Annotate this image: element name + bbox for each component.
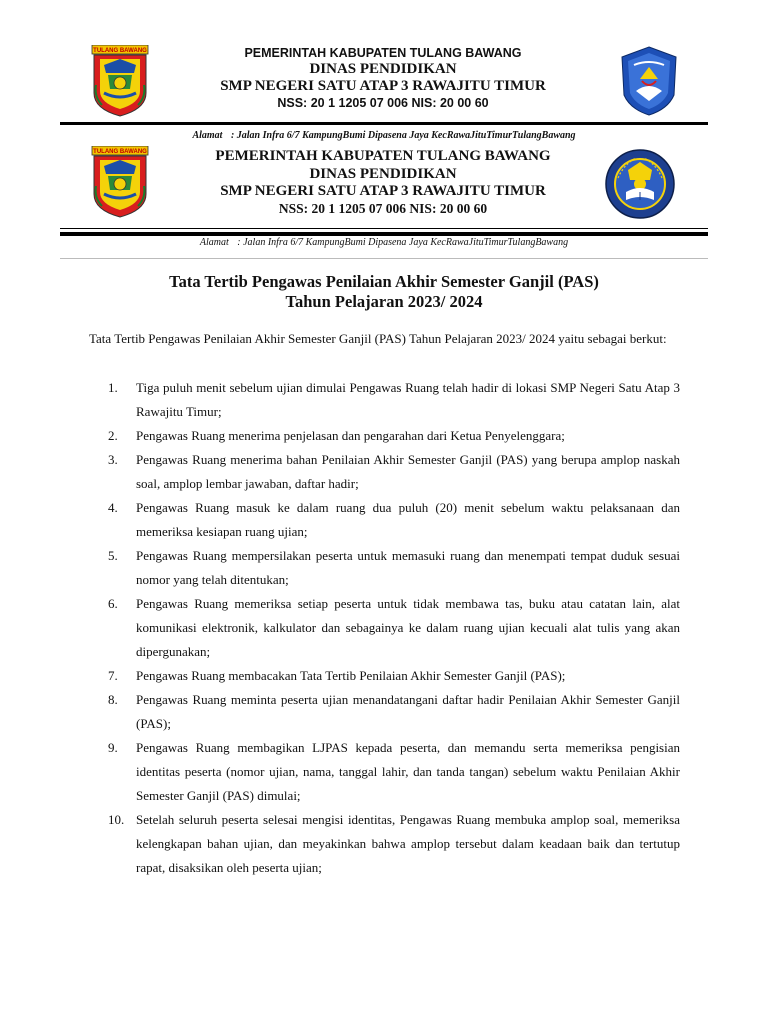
item-number: 10. — [108, 812, 125, 827]
rules-list — [90, 376, 680, 880]
item-text: Pengawas Ruang menerima bahan Penilaian Akhir Semester Ganjil (PAS) yang berupa amplop naskah soal, amplop lembar jawaban, daftar hadir; — [136, 452, 680, 491]
item-text: Setelah seluruh peserta selesai mengisi identitas, Pengawas Ruang membuka amplop soal, memeriksa kelengkapan bahan ujian, dan meyakinkan bahwa amplop tersebut dalam keadaan baik dan tertutup rapat, disaksikan oleh peserta ujian; — [136, 812, 680, 875]
list-item — [90, 496, 680, 544]
list-item — [90, 592, 680, 664]
item-text: Pengawas Ruang menerima penjelasan dan pengarahan dari Ketua Penyelenggara; — [136, 428, 565, 443]
item-number: 3. — [108, 452, 118, 467]
divider-thick — [60, 232, 708, 236]
emblem-label: TULANG BAWANG — [93, 48, 147, 54]
address-text: : Jalan Infra 6/7 KampungBumi Dipasena Jaya KecRawaJituTimurTulangBawang — [237, 237, 569, 248]
school-name: SMP NEGERI SATU ATAP 3 RAWAJITU TIMUR — [220, 183, 546, 200]
emblem-label: TULANG BAWANG — [93, 149, 147, 155]
tut-wuri-handayani-icon — [618, 45, 680, 117]
item-text: Pengawas Ruang meminta peserta ujian menandatangani daftar hadir Penilaian Akhir Semester Ganjil (PAS); — [136, 692, 680, 731]
letterhead-text — [158, 148, 608, 216]
list-item — [90, 544, 680, 592]
item-text: Tiga puluh menit sebelum ujian dimulai Pengawas Ruang telah hadir di lokasi SMP Negeri Satu Atap 3 Rawajitu Timur; — [136, 380, 680, 419]
item-number: 1. — [108, 380, 118, 395]
list-item — [90, 664, 680, 688]
item-text: Pengawas Ruang masuk ke dalam ruang dua puluh (20) menit sebelum waktu pelaksanaan dan memeriksa kesiapan ruang ujian; — [136, 500, 680, 539]
letterhead-bottom — [88, 140, 678, 230]
school-seal-icon — [604, 148, 676, 220]
government-name: PEMERINTAH KABUPATEN TULANG BAWANG — [244, 46, 522, 60]
divider-thin — [60, 228, 708, 229]
document-title: Tata Tertib Pengawas Penilaian Akhir Semester Ganjil (PAS) — [169, 272, 599, 291]
item-text: Pengawas Ruang mempersilakan peserta untuk memasuki ruang dan menempati tempat duduk sesuai nomor yang telah ditentukan; — [136, 548, 680, 587]
item-number: 8. — [108, 692, 118, 707]
page-separator — [60, 258, 708, 259]
list-item — [90, 376, 680, 424]
address-line — [60, 237, 708, 248]
intro-paragraph: Tata Tertib Pengawas Penilaian Akhir Semester Ganjil (PAS) Tahun Pelajaran 2023/ 2024 yaitu sebagai berkut: — [89, 331, 667, 346]
list-item — [90, 424, 680, 448]
item-number: 6. — [108, 596, 118, 611]
list-item — [90, 448, 680, 496]
address-text: : Jalan Infra 6/7 KampungBumi Dipasena Jaya KecRawaJituTimurTulangBawang — [230, 130, 576, 141]
list-item — [90, 808, 680, 880]
document-subtitle: Tahun Pelajaran 2023/ 2024 — [285, 292, 483, 311]
item-text: Pengawas Ruang membagikan LJPAS kepada peserta, dan memandu serta memeriksa pengisian identitas peserta (nomor ujian, nama, tanggal lahir, dan tanda tangan) sebelum waktu Penilaian Akhir Semester Ganjil (PAS) dimulai; — [136, 740, 680, 803]
government-name: PEMERINTAH KABUPATEN TULANG BAWANG — [215, 148, 551, 164]
item-number: 5. — [108, 548, 118, 563]
item-text: Pengawas Ruang memeriksa setiap peserta untuk tidak membawa tas, buku atau catatan lain, alat komunikasi elektronik, kalkulator dan sebagainya ke dalam ruang ujian kecuali alat tulis yang akan dipergunakan; — [136, 596, 680, 659]
item-number: 9. — [108, 740, 118, 755]
department-name: DINAS PENDIDIKAN — [309, 165, 457, 182]
address-label: Alamat — [199, 237, 229, 248]
divider-thick — [60, 122, 708, 125]
school-ids: NSS: 20 1 1205 07 006 NIS: 20 00 60 — [277, 95, 489, 110]
item-number: 4. — [108, 500, 118, 515]
department-name: DINAS PENDIDIKAN — [309, 60, 457, 77]
school-ids: NSS: 20 1 1205 07 006 NIS: 20 00 60 — [278, 200, 488, 216]
letterhead-text — [158, 46, 608, 110]
item-number: 2. — [108, 428, 118, 443]
tulang-bawang-emblem-icon — [90, 146, 150, 218]
item-text: Pengawas Ruang membacakan Tata Tertib Penilaian Akhir Semester Ganjil (PAS); — [136, 668, 566, 683]
address-label: Alamat — [192, 130, 223, 141]
school-name: SMP NEGERI SATU ATAP 3 RAWAJITU TIMUR — [220, 78, 546, 95]
item-number: 7. — [108, 668, 118, 683]
tulang-bawang-emblem-icon — [90, 45, 150, 117]
letterhead-top — [88, 40, 678, 124]
list-item — [90, 688, 680, 736]
list-item — [90, 736, 680, 808]
